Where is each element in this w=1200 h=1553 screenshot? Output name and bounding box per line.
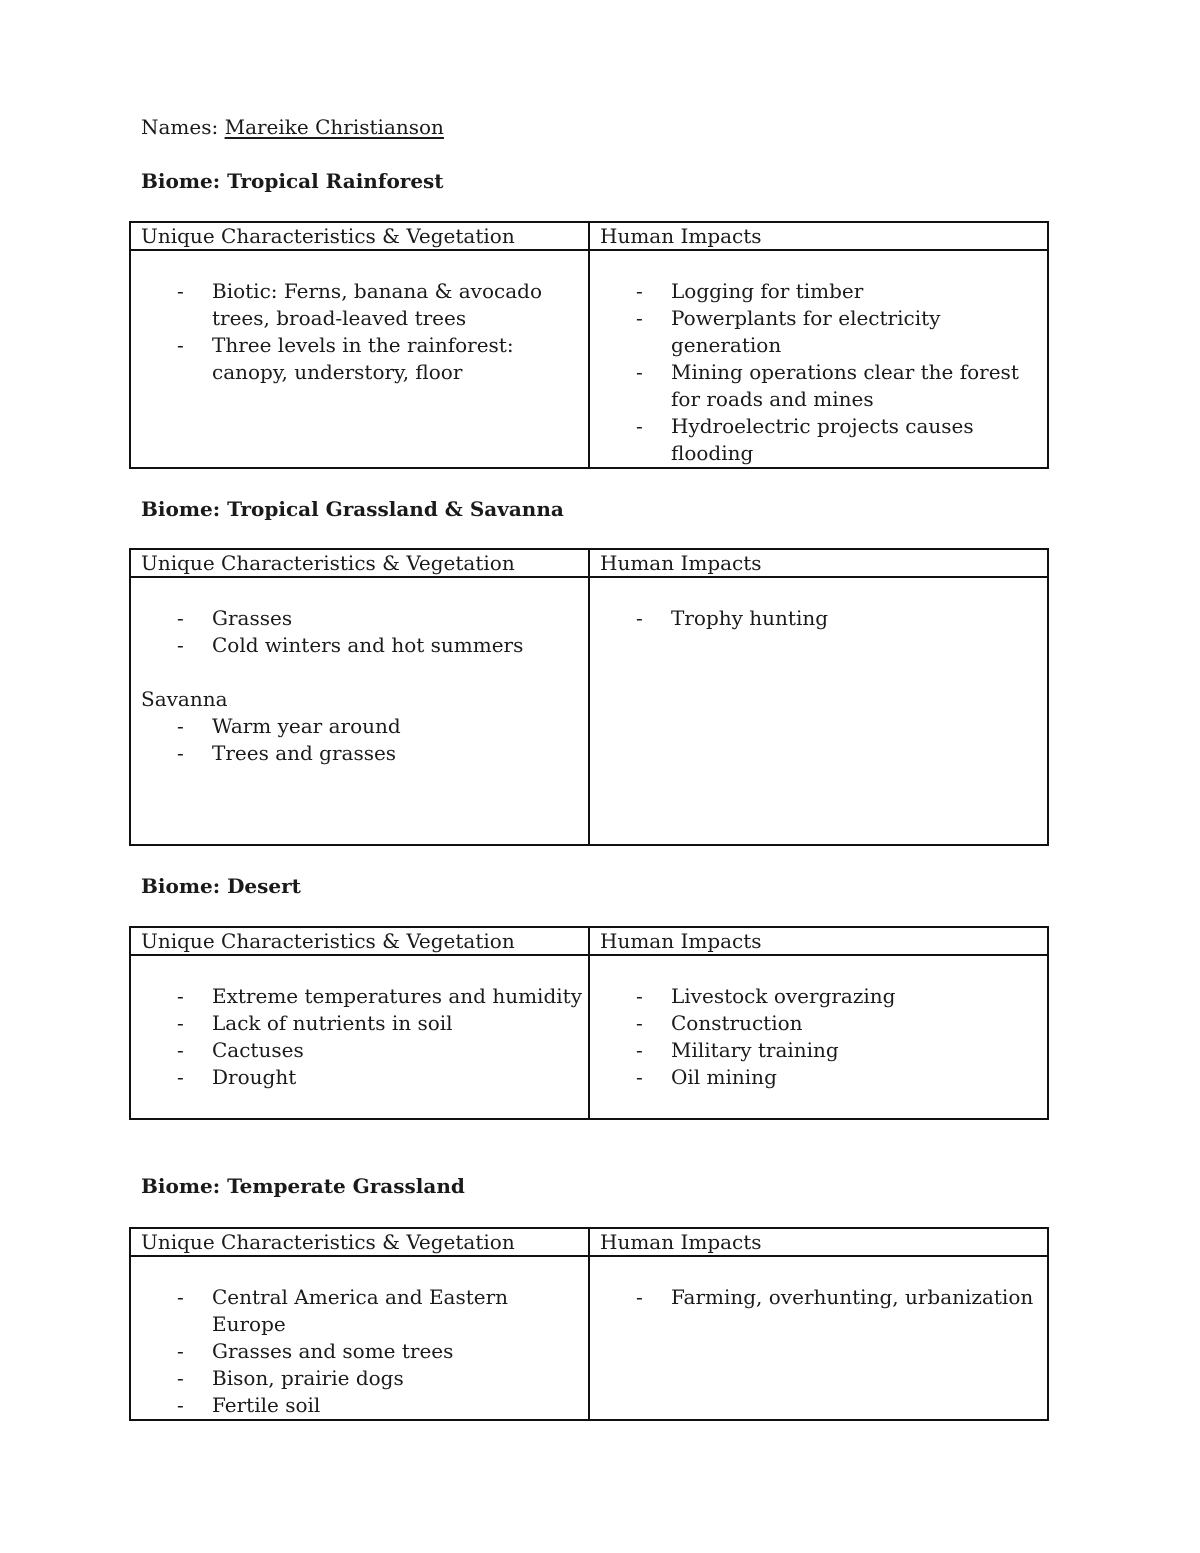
column-header-characteristics: Unique Characteristics & Vegetation [130, 1228, 589, 1256]
dash-bullet: - [636, 1285, 643, 1309]
list-item-text: Trees and grasses [212, 741, 397, 765]
list-item-text: Extreme temperatures and humidity [212, 984, 582, 1008]
column-header-characteristics: Unique Characteristics & Vegetation [130, 927, 589, 955]
characteristics-cell [130, 1256, 589, 1420]
biome-table-temperate-grassland [129, 1227, 1049, 1421]
biome-heading-tropical-grassland-savanna: Biome: Tropical Grassland & Savanna [141, 497, 564, 521]
list-item-text: Biotic: Ferns, banana & avocado trees, broad-leaved trees [212, 279, 542, 330]
characteristics-list [141, 1284, 582, 1419]
list-item [600, 305, 1041, 359]
characteristics-cell [130, 577, 589, 845]
impacts-list [600, 278, 1041, 467]
list-item-text: Lack of nutrients in soil [212, 1011, 453, 1035]
dash-bullet: - [636, 279, 643, 303]
dash-bullet: - [636, 984, 643, 1008]
list-item-text: Hydroelectric projects causes flooding [671, 414, 974, 465]
names-value: Mareike Christianson [224, 115, 444, 139]
list-item [141, 1064, 582, 1091]
characteristics-list [141, 983, 582, 1091]
list-item-text: Bison, prairie dogs [212, 1366, 404, 1390]
list-item [141, 1037, 582, 1064]
list-item [141, 332, 582, 386]
names-line [141, 114, 444, 141]
dash-bullet: - [177, 606, 184, 630]
dash-bullet: - [636, 1038, 643, 1062]
list-item [141, 1365, 582, 1392]
list-item [141, 1338, 582, 1365]
list-item-text: Construction [671, 1011, 803, 1035]
list-item-text: Livestock overgrazing [671, 984, 896, 1008]
dash-bullet: - [177, 1339, 184, 1363]
dash-bullet: - [177, 279, 184, 303]
list-item-text: Farming, overhunting, urbanization [671, 1285, 1034, 1309]
list-item [600, 278, 1041, 305]
savanna-sub-label: Savanna [141, 687, 228, 711]
characteristics-cell [130, 955, 589, 1119]
impacts-cell [589, 955, 1048, 1119]
dash-bullet: - [636, 414, 643, 438]
dash-bullet: - [636, 1011, 643, 1035]
list-item [600, 1037, 1041, 1064]
list-item [600, 983, 1041, 1010]
list-item-text: Powerplants for electricity generation [671, 306, 941, 357]
dash-bullet: - [636, 606, 643, 630]
list-item [141, 740, 582, 767]
list-item-text: Grasses and some trees [212, 1339, 454, 1363]
dash-bullet: - [636, 360, 643, 384]
list-item [141, 983, 582, 1010]
biome-table-tropical-rainforest [129, 221, 1049, 469]
dash-bullet: - [636, 1065, 643, 1089]
list-item-text: Grasses [212, 606, 293, 630]
dash-bullet: - [177, 333, 184, 357]
list-item [141, 278, 582, 332]
list-item-text: Warm year around [212, 714, 401, 738]
list-item-text: Central America and Eastern Europe [212, 1285, 509, 1336]
savanna-characteristics-list [141, 713, 582, 767]
list-item [141, 1392, 582, 1419]
biome-heading-tropical-rainforest: Biome: Tropical Rainforest [141, 169, 444, 193]
characteristics-cell [130, 250, 589, 468]
list-item-text: Mining operations clear the forest for roads and mines [671, 360, 1019, 411]
list-item-text: Logging for timber [671, 279, 864, 303]
list-item-text: Cactuses [212, 1038, 304, 1062]
list-item-text: Fertile soil [212, 1393, 321, 1417]
list-item [600, 1064, 1041, 1091]
impacts-cell [589, 1256, 1048, 1420]
biome-heading-desert: Biome: Desert [141, 874, 301, 898]
list-item [141, 605, 582, 632]
dash-bullet: - [636, 306, 643, 330]
dash-bullet: - [177, 714, 184, 738]
characteristics-list [141, 278, 582, 386]
dash-bullet: - [177, 1366, 184, 1390]
list-item-text: Military training [671, 1038, 839, 1062]
column-header-characteristics: Unique Characteristics & Vegetation [130, 222, 589, 250]
dash-bullet: - [177, 633, 184, 657]
biome-heading-temperate-grassland: Biome: Temperate Grassland [141, 1174, 465, 1198]
dash-bullet: - [177, 1011, 184, 1035]
column-header-impacts: Human Impacts [589, 222, 1048, 250]
column-header-impacts: Human Impacts [589, 549, 1048, 577]
names-label: Names: [141, 115, 219, 139]
list-item-text: Three levels in the rainforest: canopy, understory, floor [212, 333, 514, 384]
list-item-text: Cold winters and hot summers [212, 633, 524, 657]
impacts-list [600, 605, 1041, 632]
dash-bullet: - [177, 1285, 184, 1309]
list-item [141, 713, 582, 740]
dash-bullet: - [177, 1065, 184, 1089]
impacts-list [600, 1284, 1041, 1311]
list-item [141, 632, 582, 659]
list-item-text: Trophy hunting [671, 606, 829, 630]
column-header-characteristics: Unique Characteristics & Vegetation [130, 549, 589, 577]
list-item [600, 413, 1041, 467]
impacts-cell [589, 250, 1048, 468]
biome-table-desert [129, 926, 1049, 1120]
dash-bullet: - [177, 984, 184, 1008]
dash-bullet: - [177, 1393, 184, 1417]
list-item [600, 359, 1041, 413]
column-header-impacts: Human Impacts [589, 927, 1048, 955]
column-header-impacts: Human Impacts [589, 1228, 1048, 1256]
dash-bullet: - [177, 741, 184, 765]
list-item [141, 1010, 582, 1037]
impacts-list [600, 983, 1041, 1091]
list-item [600, 1010, 1041, 1037]
list-item [600, 1284, 1041, 1311]
impacts-cell [589, 577, 1048, 845]
characteristics-list [141, 605, 582, 659]
list-item-text: Oil mining [671, 1065, 777, 1089]
biome-table-tropical-grassland-savanna [129, 548, 1049, 846]
list-item-text: Drought [212, 1065, 297, 1089]
list-item [141, 1284, 582, 1338]
dash-bullet: - [177, 1038, 184, 1062]
list-item [600, 605, 1041, 632]
